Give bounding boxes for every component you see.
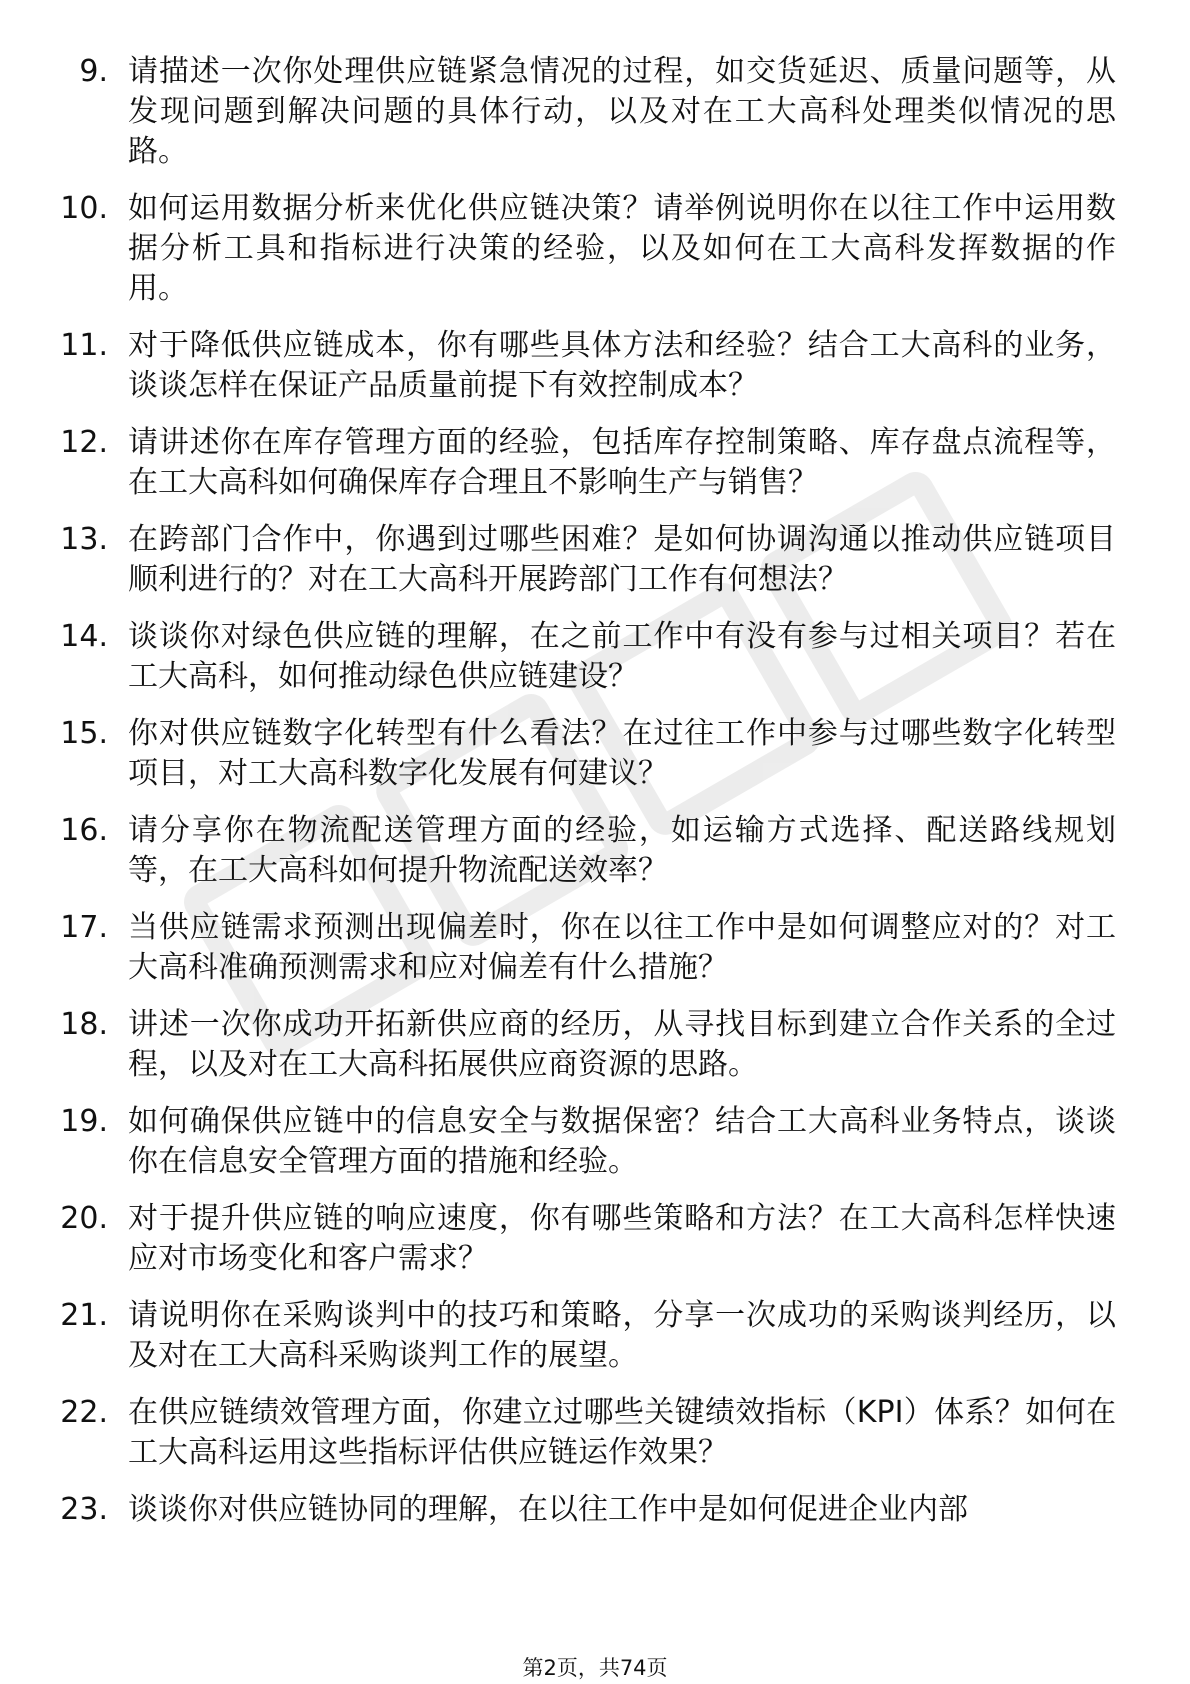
question-text: 对于降低供应链成本，你有哪些具体方法和经验？结合工大高科的业务，谈谈怎样在保证产品质量前提下有效控制成本？ bbox=[128, 328, 1116, 403]
question-text: 如何运用数据分析来优化供应链决策？请举例说明你在以往工作中运用数据分析工具和指标进行决策的经验，以及如何在工大高科发挥数据的作用。 bbox=[128, 191, 1116, 306]
question-item-10 bbox=[0, 189, 1190, 309]
question-number: 10. bbox=[60, 191, 108, 226]
question-text: 讲述一次你成功开拓新供应商的经历，从寻找目标到建立合作关系的全过程，以及对在工大高科拓展供应商资源的思路。 bbox=[128, 1007, 1116, 1082]
question-number: 14. bbox=[60, 619, 108, 654]
question-number: 9. bbox=[79, 54, 108, 89]
question-text: 谈谈你对绿色供应链的理解，在之前工作中有没有参与过相关项目？若在工大高科，如何推动绿色供应链建设？ bbox=[128, 619, 1116, 694]
question-number: 18. bbox=[60, 1007, 108, 1042]
question-item-19 bbox=[0, 1102, 1190, 1182]
question-number: 22. bbox=[60, 1395, 108, 1430]
question-item-21 bbox=[0, 1296, 1190, 1376]
question-text: 当供应链需求预测出现偏差时，你在以往工作中是如何调整应对的？对工大高科准确预测需求和应对偏差有什么措施？ bbox=[128, 910, 1116, 985]
question-number: 23. bbox=[60, 1492, 108, 1527]
question-item-20 bbox=[0, 1199, 1190, 1279]
question-item-18 bbox=[0, 1005, 1190, 1085]
question-item-16 bbox=[0, 811, 1190, 891]
page-footer: 第2页，共74页 bbox=[522, 1656, 668, 1680]
question-number: 16. bbox=[60, 813, 108, 848]
question-item-14 bbox=[0, 617, 1190, 697]
question-text: 谈谈你对供应链协同的理解，在以往工作中是如何促进企业内部 bbox=[128, 1492, 968, 1527]
question-number: 12. bbox=[60, 425, 108, 460]
question-item-23 bbox=[0, 1490, 1190, 1530]
question-item-17 bbox=[0, 908, 1190, 988]
question-item-22 bbox=[0, 1393, 1190, 1473]
question-text: 在供应链绩效管理方面，你建立过哪些关键绩效指标（KPI）体系？如何在工大高科运用这些指标评估供应链运作效果？ bbox=[128, 1395, 1116, 1470]
question-number: 17. bbox=[60, 910, 108, 945]
question-text: 如何确保供应链中的信息安全与数据保密？结合工大高科业务特点，谈谈你在信息安全管理方面的措施和经验。 bbox=[128, 1104, 1116, 1179]
question-item-9 bbox=[0, 52, 1190, 172]
question-text: 对于提升供应链的响应速度，你有哪些策略和方法？在工大高科怎样快速应对市场变化和客户需求？ bbox=[128, 1201, 1116, 1276]
question-number: 21. bbox=[60, 1298, 108, 1333]
question-number: 19. bbox=[60, 1104, 108, 1139]
question-text: 你对供应链数字化转型有什么看法？在过往工作中参与过哪些数字化转型项目，对工大高科数字化发展有何建议？ bbox=[128, 716, 1116, 791]
question-number: 20. bbox=[60, 1201, 108, 1236]
question-number: 15. bbox=[60, 716, 108, 751]
question-text: 请讲述你在库存管理方面的经验，包括库存控制策略、库存盘点流程等，在工大高科如何确保库存合理且不影响生产与销售？ bbox=[128, 425, 1116, 500]
question-item-13 bbox=[0, 520, 1190, 600]
question-number: 11. bbox=[60, 328, 108, 363]
question-list bbox=[0, 52, 1190, 1547]
question-text: 请说明你在采购谈判中的技巧和策略，分享一次成功的采购谈判经历，以及对在工大高科采购谈判工作的展望。 bbox=[128, 1298, 1116, 1373]
question-number: 13. bbox=[60, 522, 108, 557]
question-text: 请分享你在物流配送管理方面的经验，如运输方式选择、配送路线规划等，在工大高科如何提升物流配送效率？ bbox=[128, 813, 1116, 888]
question-text: 在跨部门合作中，你遇到过哪些困难？是如何协调沟通以推动供应链项目顺利进行的？对在工大高科开展跨部门工作有何想法？ bbox=[128, 522, 1116, 597]
question-item-11 bbox=[0, 326, 1190, 406]
question-text: 请描述一次你处理供应链紧急情况的过程，如交货延迟、质量问题等，从发现问题到解决问题的具体行动，以及对在工大高科处理类似情况的思路。 bbox=[128, 54, 1116, 169]
question-item-15 bbox=[0, 714, 1190, 794]
question-item-12 bbox=[0, 423, 1190, 503]
